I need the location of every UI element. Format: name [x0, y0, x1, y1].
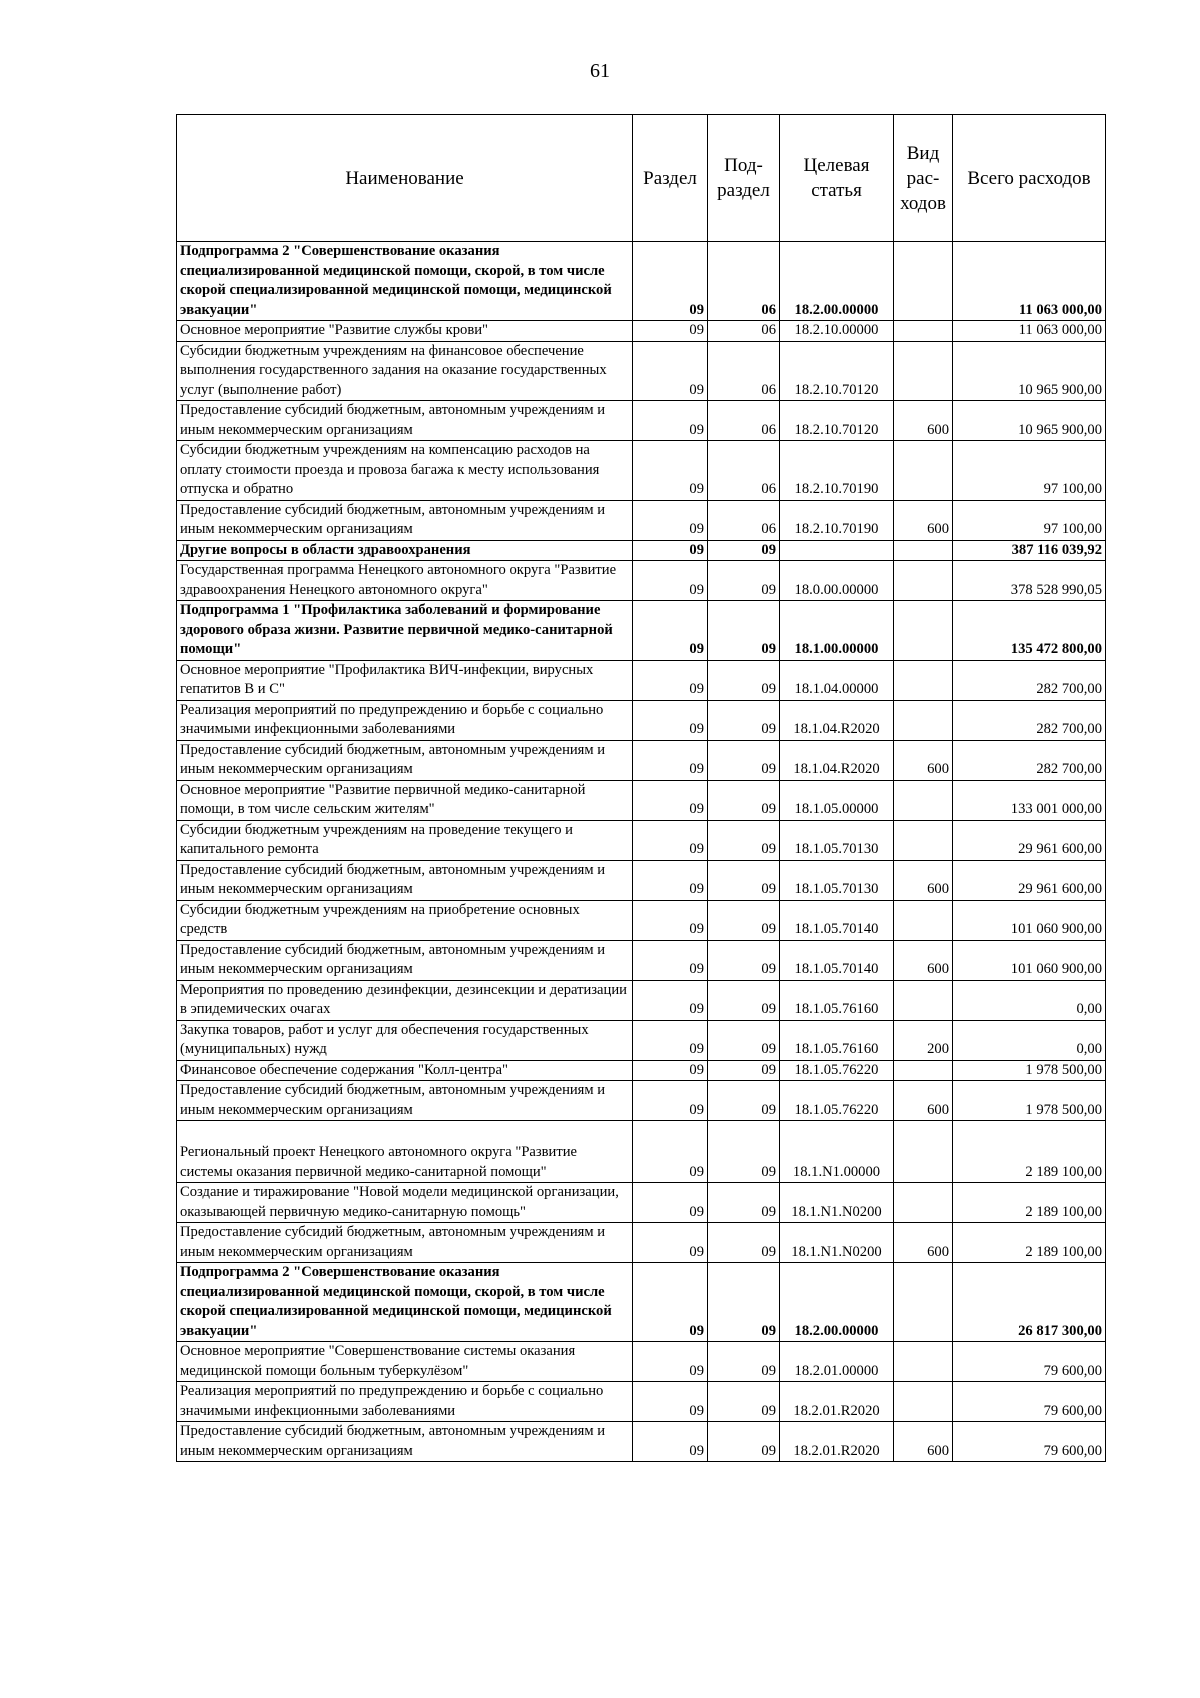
cell-name: Основное мероприятие "Развитие первичной медико-санитарной помощи, в том числе сельским жителям"	[177, 780, 633, 820]
table-row	[177, 1121, 1106, 1183]
cell-razdel: 09	[633, 1183, 708, 1223]
table-row	[177, 860, 1106, 900]
cell-vid	[894, 561, 953, 601]
cell-celevaya: 18.1.05.00000	[780, 780, 894, 820]
cell-name: Региональный проект Ненецкого автономного округа "Развитие системы оказания первичной медико-санитарной помощи"	[177, 1121, 633, 1183]
cell-name: Основное мероприятие "Развитие службы крови"	[177, 321, 633, 342]
cell-total: 26 817 300,00	[953, 1263, 1106, 1342]
table-row	[177, 1422, 1106, 1462]
cell-total: 282 700,00	[953, 660, 1106, 700]
cell-vid: 600	[894, 401, 953, 441]
cell-vid: 600	[894, 500, 953, 540]
cell-razdel: 09	[633, 940, 708, 980]
cell-vid	[894, 900, 953, 940]
cell-celevaya: 18.1.04.R2020	[780, 740, 894, 780]
cell-podrazdel: 09	[708, 740, 780, 780]
cell-name: Подпрограмма 2 "Совершенствование оказания специализированной медицинской помощи, скорой, в том числе скорой специализированной медицинской помощи, медицинской эвакуации"	[177, 1263, 633, 1342]
cell-vid: 600	[894, 940, 953, 980]
cell-podrazdel: 09	[708, 1263, 780, 1342]
table-row	[177, 820, 1106, 860]
table-row	[177, 1263, 1106, 1342]
cell-celevaya: 18.1.N1.00000	[780, 1121, 894, 1183]
cell-total: 135 472 800,00	[953, 601, 1106, 661]
cell-celevaya: 18.1.N1.N0200	[780, 1183, 894, 1223]
cell-celevaya: 18.2.10.00000	[780, 321, 894, 342]
table-row	[177, 1020, 1106, 1060]
cell-podrazdel: 06	[708, 500, 780, 540]
cell-celevaya: 18.1.05.70130	[780, 820, 894, 860]
cell-name: Субсидии бюджетным учреждениям на приобретение основных средств	[177, 900, 633, 940]
table-row	[177, 441, 1106, 501]
cell-podrazdel: 09	[708, 1382, 780, 1422]
header-podrazdel: Под-раздел	[708, 115, 780, 242]
table-row	[177, 500, 1106, 540]
cell-celevaya: 18.2.10.70190	[780, 500, 894, 540]
cell-vid: 600	[894, 1081, 953, 1121]
cell-celevaya: 18.2.01.R2020	[780, 1422, 894, 1462]
cell-total: 378 528 990,05	[953, 561, 1106, 601]
cell-razdel: 09	[633, 401, 708, 441]
cell-razdel: 09	[633, 500, 708, 540]
cell-celevaya: 18.1.05.70130	[780, 860, 894, 900]
cell-podrazdel: 09	[708, 660, 780, 700]
cell-podrazdel: 09	[708, 1342, 780, 1382]
cell-name: Предоставление субсидий бюджетным, автономным учреждениям и иным некоммерческим организациям	[177, 500, 633, 540]
cell-vid	[894, 1121, 953, 1183]
cell-razdel: 09	[633, 980, 708, 1020]
cell-celevaya: 18.1.05.70140	[780, 940, 894, 980]
cell-podrazdel: 09	[708, 1223, 780, 1263]
cell-razdel: 09	[633, 1263, 708, 1342]
cell-podrazdel: 06	[708, 401, 780, 441]
table-row	[177, 561, 1106, 601]
cell-vid	[894, 1183, 953, 1223]
cell-name: Субсидии бюджетным учреждениям на компенсацию расходов на оплату стоимости проезда и провоза багажа к месту использования отпуска и обратно	[177, 441, 633, 501]
cell-total: 282 700,00	[953, 700, 1106, 740]
cell-name: Закупка товаров, работ и услуг для обеспечения государственных (муниципальных) нужд	[177, 1020, 633, 1060]
cell-total: 29 961 600,00	[953, 820, 1106, 860]
cell-razdel: 09	[633, 540, 708, 561]
cell-podrazdel: 09	[708, 940, 780, 980]
table-row	[177, 1183, 1106, 1223]
table-body	[177, 242, 1106, 1462]
cell-total: 97 100,00	[953, 500, 1106, 540]
cell-total: 282 700,00	[953, 740, 1106, 780]
cell-name: Предоставление субсидий бюджетным, автономным учреждениям и иным некоммерческим организациям	[177, 1081, 633, 1121]
header-total: Всего расходов	[953, 115, 1106, 242]
table-row	[177, 1081, 1106, 1121]
cell-vid	[894, 1382, 953, 1422]
cell-razdel: 09	[633, 1342, 708, 1382]
cell-razdel: 09	[633, 441, 708, 501]
cell-total: 387 116 039,92	[953, 540, 1106, 561]
cell-podrazdel: 06	[708, 341, 780, 401]
table-row	[177, 1223, 1106, 1263]
cell-total: 2 189 100,00	[953, 1223, 1106, 1263]
cell-razdel: 09	[633, 1060, 708, 1081]
cell-total: 79 600,00	[953, 1422, 1106, 1462]
cell-total: 11 063 000,00	[953, 242, 1106, 321]
cell-name: Подпрограмма 2 "Совершенствование оказания специализированной медицинской помощи, скорой, в том числе скорой специализированной медицинской помощи, медицинской эвакуации"	[177, 242, 633, 321]
table-header-row	[177, 115, 1106, 242]
cell-vid	[894, 660, 953, 700]
cell-razdel: 09	[633, 1121, 708, 1183]
cell-celevaya: 18.2.10.70120	[780, 401, 894, 441]
cell-razdel: 09	[633, 341, 708, 401]
cell-razdel: 09	[633, 660, 708, 700]
table-row	[177, 740, 1106, 780]
table-row	[177, 1382, 1106, 1422]
cell-razdel: 09	[633, 321, 708, 342]
cell-razdel: 09	[633, 561, 708, 601]
cell-total: 29 961 600,00	[953, 860, 1106, 900]
cell-razdel: 09	[633, 860, 708, 900]
cell-podrazdel: 09	[708, 1183, 780, 1223]
table-row	[177, 1342, 1106, 1382]
cell-name: Предоставление субсидий бюджетным, автономным учреждениям и иным некоммерческим организациям	[177, 940, 633, 980]
cell-vid	[894, 242, 953, 321]
table-row	[177, 780, 1106, 820]
cell-name: Подпрограмма 1 "Профилактика заболеваний и формирование здорового образа жизни. Развитие первичной медико-санитарной помощи"	[177, 601, 633, 661]
header-vid: Вид рас-ходов	[894, 115, 953, 242]
cell-total: 79 600,00	[953, 1382, 1106, 1422]
cell-name: Создание и тиражирование "Новой модели медицинской организации, оказывающей первичную медико-санитарную помощь"	[177, 1183, 633, 1223]
cell-vid: 600	[894, 740, 953, 780]
cell-total: 97 100,00	[953, 441, 1106, 501]
cell-razdel: 09	[633, 1223, 708, 1263]
table-row	[177, 401, 1106, 441]
cell-name: Мероприятия по проведению дезинфекции, дезинсекции и дератизации в эпидемических очагах	[177, 980, 633, 1020]
cell-podrazdel: 09	[708, 540, 780, 561]
cell-celevaya: 18.1.04.R2020	[780, 700, 894, 740]
cell-vid: 600	[894, 1223, 953, 1263]
cell-vid	[894, 820, 953, 860]
cell-name: Предоставление субсидий бюджетным, автономным учреждениям и иным некоммерческим организациям	[177, 1223, 633, 1263]
cell-podrazdel: 09	[708, 1060, 780, 1081]
cell-razdel: 09	[633, 242, 708, 321]
cell-name: Предоставление субсидий бюджетным, автономным учреждениям и иным некоммерческим организациям	[177, 401, 633, 441]
cell-podrazdel: 06	[708, 321, 780, 342]
table-row	[177, 341, 1106, 401]
cell-total: 0,00	[953, 980, 1106, 1020]
cell-celevaya: 18.2.00.00000	[780, 1263, 894, 1342]
cell-celevaya: 18.1.00.00000	[780, 601, 894, 661]
cell-total: 2 189 100,00	[953, 1121, 1106, 1183]
table-row	[177, 900, 1106, 940]
cell-podrazdel: 09	[708, 820, 780, 860]
cell-total: 11 063 000,00	[953, 321, 1106, 342]
cell-vid	[894, 980, 953, 1020]
cell-name: Субсидии бюджетным учреждениям на проведение текущего и капитального ремонта	[177, 820, 633, 860]
cell-podrazdel: 09	[708, 1081, 780, 1121]
page-number: 61	[590, 60, 610, 82]
cell-total: 10 965 900,00	[953, 401, 1106, 441]
cell-vid	[894, 540, 953, 561]
cell-podrazdel: 09	[708, 980, 780, 1020]
cell-name: Реализация мероприятий по предупреждению и борьбе с социально значимыми инфекционными заболеваниями	[177, 1382, 633, 1422]
cell-vid	[894, 780, 953, 820]
cell-celevaya: 18.1.04.00000	[780, 660, 894, 700]
cell-celevaya: 18.2.01.00000	[780, 1342, 894, 1382]
cell-podrazdel: 09	[708, 700, 780, 740]
cell-vid: 600	[894, 1422, 953, 1462]
cell-podrazdel: 09	[708, 860, 780, 900]
cell-podrazdel: 09	[708, 1422, 780, 1462]
cell-razdel: 09	[633, 900, 708, 940]
cell-vid	[894, 601, 953, 661]
cell-podrazdel: 09	[708, 561, 780, 601]
cell-name: Предоставление субсидий бюджетным, автономным учреждениям и иным некоммерческим организациям	[177, 740, 633, 780]
cell-razdel: 09	[633, 1020, 708, 1060]
cell-total: 101 060 900,00	[953, 900, 1106, 940]
cell-celevaya: 18.1.05.76220	[780, 1060, 894, 1081]
table-row	[177, 1060, 1106, 1081]
cell-podrazdel: 09	[708, 1121, 780, 1183]
table-row	[177, 980, 1106, 1020]
cell-name: Реализация мероприятий по предупреждению и борьбе с социально значимыми инфекционными заболеваниями	[177, 700, 633, 740]
cell-vid	[894, 700, 953, 740]
cell-podrazdel: 09	[708, 601, 780, 661]
cell-razdel: 09	[633, 601, 708, 661]
budget-table	[176, 114, 1106, 1462]
cell-name: Финансовое обеспечение содержания "Колл-центра"	[177, 1060, 633, 1081]
cell-total: 79 600,00	[953, 1342, 1106, 1382]
header-celevaya: Целевая статья	[780, 115, 894, 242]
cell-celevaya: 18.1.05.76160	[780, 980, 894, 1020]
table-row	[177, 540, 1106, 561]
cell-vid: 200	[894, 1020, 953, 1060]
cell-razdel: 09	[633, 1382, 708, 1422]
cell-podrazdel: 06	[708, 441, 780, 501]
cell-celevaya: 18.1.N1.N0200	[780, 1223, 894, 1263]
header-name: Наименование	[177, 115, 633, 242]
cell-vid	[894, 441, 953, 501]
table-row	[177, 700, 1106, 740]
header-razdel: Раздел	[633, 115, 708, 242]
cell-total: 10 965 900,00	[953, 341, 1106, 401]
cell-podrazdel: 06	[708, 242, 780, 321]
cell-celevaya: 18.2.00.00000	[780, 242, 894, 321]
cell-name: Основное мероприятие "Профилактика ВИЧ-инфекции, вирусных гепатитов В и С"	[177, 660, 633, 700]
cell-total: 1 978 500,00	[953, 1060, 1106, 1081]
cell-total: 101 060 900,00	[953, 940, 1106, 980]
cell-vid	[894, 321, 953, 342]
cell-name: Предоставление субсидий бюджетным, автономным учреждениям и иным некоммерческим организациям	[177, 860, 633, 900]
cell-vid	[894, 1263, 953, 1342]
cell-celevaya: 18.2.10.70120	[780, 341, 894, 401]
cell-name: Субсидии бюджетным учреждениям на финансовое обеспечение выполнения государственного задания на оказание государственных услуг (выполнение работ)	[177, 341, 633, 401]
table-row	[177, 940, 1106, 980]
cell-podrazdel: 09	[708, 780, 780, 820]
cell-name: Другие вопросы в области здравоохранения	[177, 540, 633, 561]
cell-vid	[894, 1342, 953, 1382]
cell-razdel: 09	[633, 700, 708, 740]
cell-celevaya: 18.1.05.76220	[780, 1081, 894, 1121]
table-row	[177, 660, 1106, 700]
cell-name: Основное мероприятие "Совершенствование системы оказания медицинской помощи больным туберкулёзом"	[177, 1342, 633, 1382]
cell-total: 133 001 000,00	[953, 780, 1106, 820]
cell-total: 1 978 500,00	[953, 1081, 1106, 1121]
cell-razdel: 09	[633, 1422, 708, 1462]
cell-podrazdel: 09	[708, 1020, 780, 1060]
cell-celevaya	[780, 540, 894, 561]
cell-vid	[894, 1060, 953, 1081]
cell-celevaya: 18.2.01.R2020	[780, 1382, 894, 1422]
table-row	[177, 321, 1106, 342]
cell-podrazdel: 09	[708, 900, 780, 940]
cell-vid: 600	[894, 860, 953, 900]
cell-vid	[894, 341, 953, 401]
cell-razdel: 09	[633, 1081, 708, 1121]
cell-celevaya: 18.1.05.76160	[780, 1020, 894, 1060]
cell-celevaya: 18.1.05.70140	[780, 900, 894, 940]
cell-celevaya: 18.0.00.00000	[780, 561, 894, 601]
cell-total: 0,00	[953, 1020, 1106, 1060]
cell-razdel: 09	[633, 740, 708, 780]
cell-name: Государственная программа Ненецкого автономного округа "Развитие здравоохранения Ненецкого автономного округа"	[177, 561, 633, 601]
cell-name: Предоставление субсидий бюджетным, автономным учреждениям и иным некоммерческим организациям	[177, 1422, 633, 1462]
cell-total: 2 189 100,00	[953, 1183, 1106, 1223]
table-row	[177, 601, 1106, 661]
cell-razdel: 09	[633, 780, 708, 820]
table-row	[177, 242, 1106, 321]
cell-celevaya: 18.2.10.70190	[780, 441, 894, 501]
cell-razdel: 09	[633, 820, 708, 860]
